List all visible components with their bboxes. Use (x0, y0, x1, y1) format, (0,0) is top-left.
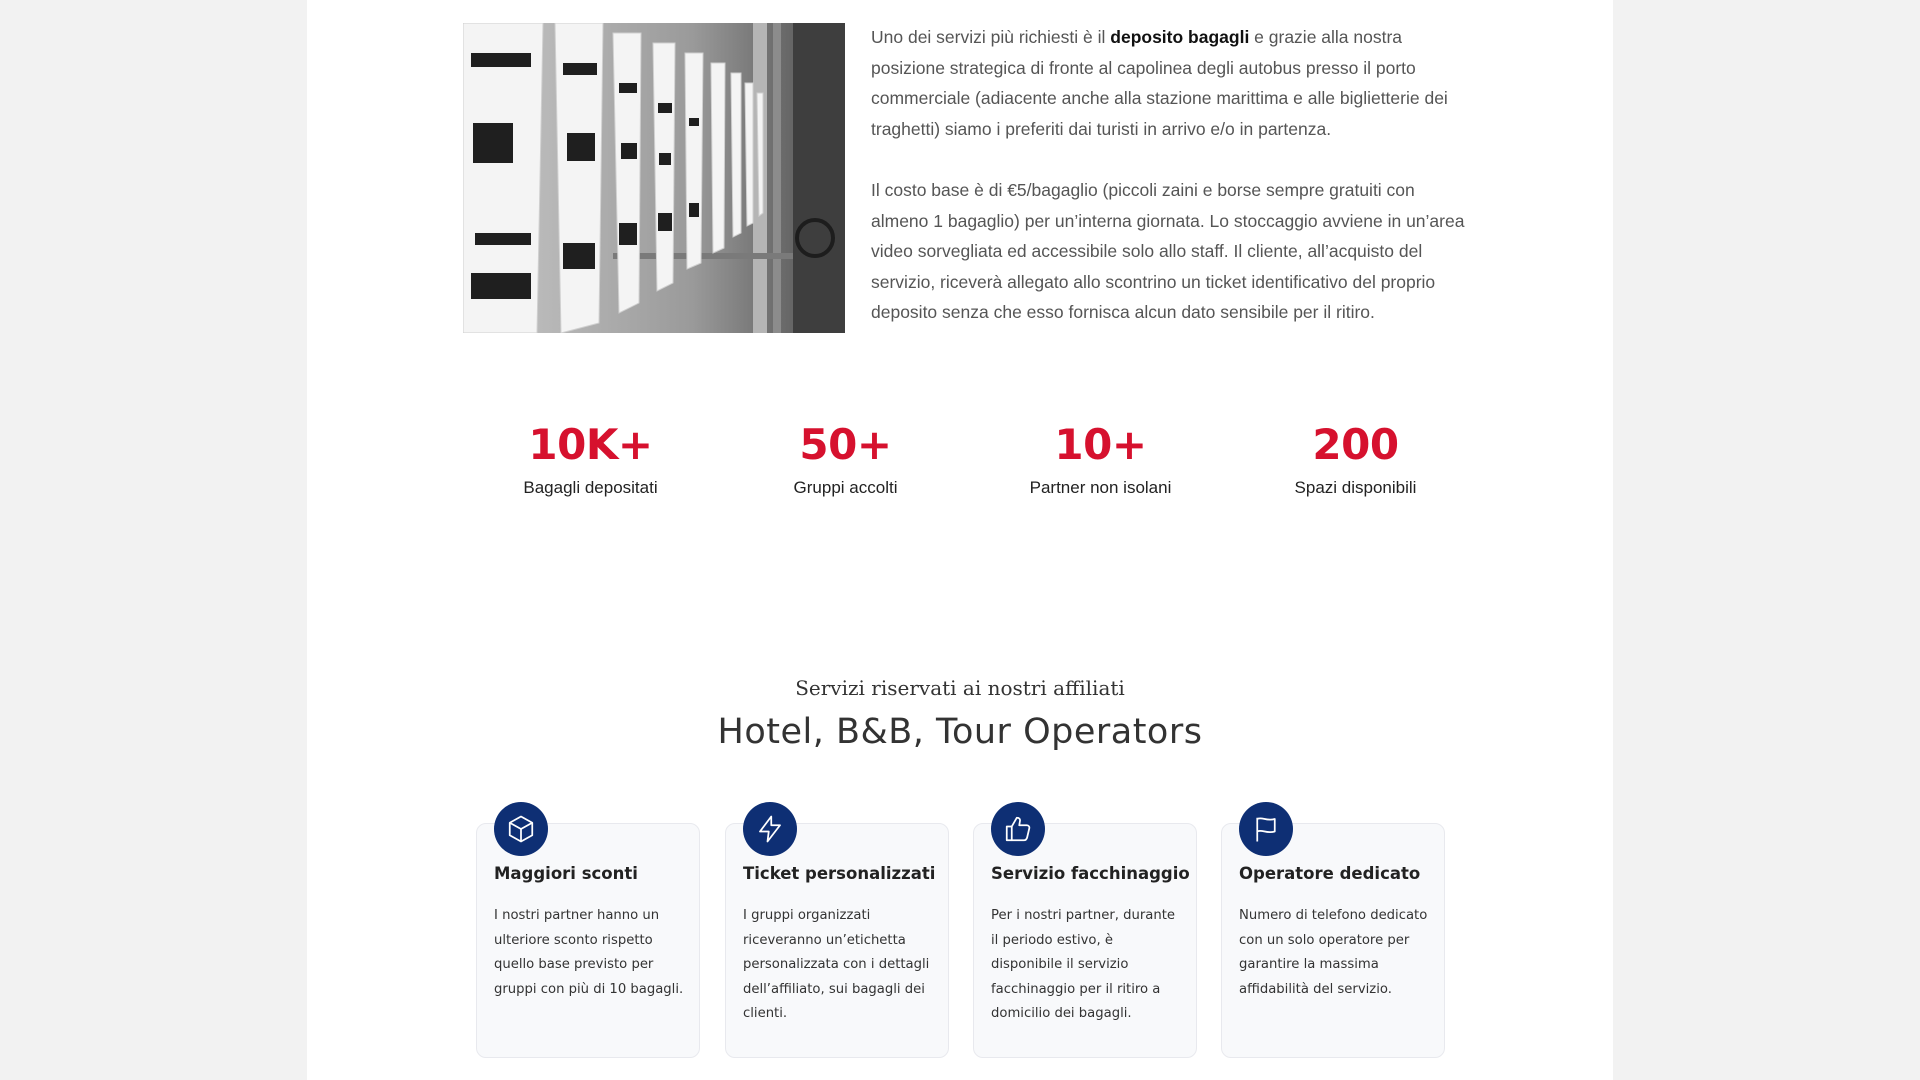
intro-text-part: e grazie alla nostra posizione strategica di fronte al capolinea degli autobus presso il porto commerciale (adiacente anche alla stazione marittima e alle biglietterie dei traghetti) siamo i preferiti dai turisti in arrivo e/o in partenza. (871, 27, 1448, 139)
card-text: I gruppi organizzati riceveranno un’etichetta personalizzata con i dettagli dell’affiliato, sui bagagli dei clienti. (743, 908, 930, 1021)
card-text: Numero di telefono dedicato con un solo operatore per garantire la massima affidabilità del servizio. (1239, 908, 1428, 997)
card-text: Per i nostri partner, durante il periodo estivo, è disponibile il servizio facchinaggio per il ritiro a domicilio dei bagagli. (991, 908, 1176, 1021)
card-title: Ticket personalizzati (743, 864, 936, 883)
service-card (1221, 823, 1445, 1058)
card-text: I nostri partner hanno un ulteriore sconto rispetto quello base previsto per gruppi con più di 10 bagagli. (494, 908, 684, 997)
stat-item (973, 420, 1228, 498)
stat-label: Spazi disponibili (1294, 478, 1417, 497)
stat-item (718, 420, 973, 498)
stat-label: Gruppi accolti (793, 478, 898, 497)
section-title: Hotel, B&B, Tour Operators (717, 712, 1203, 752)
card-title: Maggiori sconti (494, 864, 638, 883)
service-card (973, 823, 1197, 1058)
intro-paragraph-2: Il costo base è di €5/bagaglio (piccoli zaini e borse sempre gratuiti con almeno 1 bagaglio) per un’interna giornata. Lo stoccaggio avviene in un’area video sorvegliata ed accessibile solo allo staff. Il cliente, all’acquisto del servizio, riceverà allegato allo scontrino un ticket identificativo del proprio deposito senza che esso fornisca alcun dato sensibile per il ritiro. (871, 179, 1465, 323)
stat-item (463, 420, 718, 498)
stat-label: Partner non isolani (1029, 478, 1172, 497)
intro-paragraph-1 (871, 22, 1471, 144)
stat-value: 200 (1312, 420, 1399, 469)
intro-text (871, 22, 1471, 359)
card-title: Servizio facchinaggio (991, 864, 1190, 883)
flag-icon (1239, 802, 1293, 856)
luggage-tags-photo (463, 23, 845, 333)
stat-value: 10K+ (528, 420, 653, 469)
stat-value: 10+ (1054, 420, 1147, 469)
section-subtitle: Servizi riservati ai nostri affiliati (795, 676, 1125, 700)
thumbs-up-icon (991, 802, 1045, 856)
card-title: Operatore dedicato (1239, 864, 1421, 883)
intro-highlight: deposito bagagli (1110, 27, 1250, 47)
service-card (725, 823, 949, 1058)
box-icon (494, 802, 548, 856)
intro-text-part: Uno dei servizi più richiesti è il (871, 27, 1111, 47)
lightning-icon (743, 802, 797, 856)
stat-item (1228, 420, 1483, 498)
stat-value: 50+ (799, 420, 892, 469)
stat-label: Bagagli depositati (523, 478, 658, 497)
stats-row (463, 420, 1483, 510)
service-card (476, 823, 700, 1058)
